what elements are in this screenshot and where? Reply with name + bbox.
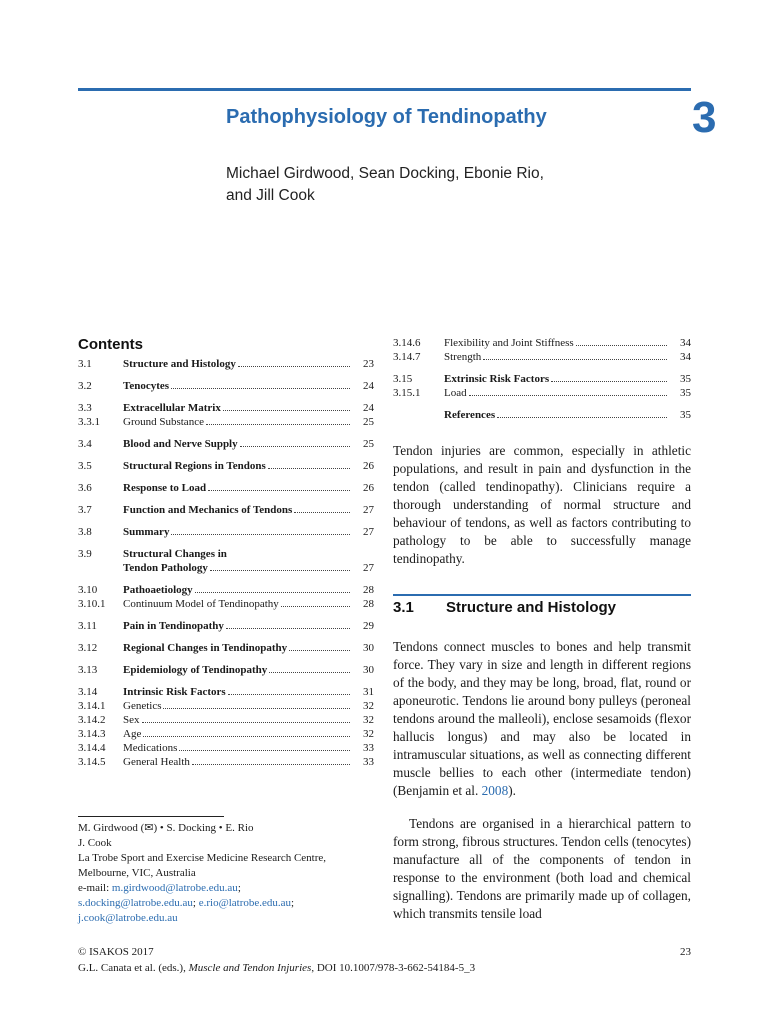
toc-leader-dots bbox=[192, 764, 350, 765]
section-paragraph: Tendons are organised in a hierarchical pattern to form strong, fibrous structures. Tendon cells (tenocytes) manufacture all of the components of tendon in response to the environment (both load and chemical signalling). Tendons are primarily made up of collagen, which transmits tensile load bbox=[393, 816, 691, 921]
toc-entry[interactable] bbox=[78, 727, 374, 741]
toc-entry-page: 29 bbox=[363, 620, 374, 632]
toc-entry-page: 35 bbox=[680, 409, 691, 421]
toc-entry-label: Age bbox=[123, 728, 142, 740]
toc-entry[interactable] bbox=[393, 408, 691, 422]
section-title: Structure and Histology bbox=[446, 599, 617, 616]
affiliation-location: Melbourne, VIC, Australia bbox=[78, 867, 196, 879]
toc-entry-number: 3.13 bbox=[78, 664, 98, 676]
toc-entry-page: 28 bbox=[363, 584, 374, 596]
toc-entry[interactable] bbox=[78, 663, 374, 677]
toc-entry[interactable] bbox=[78, 437, 374, 451]
toc-entry-label: General Health bbox=[123, 756, 190, 768]
toc-entry-label: Medications bbox=[123, 742, 178, 754]
toc-leader-dots bbox=[171, 534, 350, 535]
toc-entry[interactable] bbox=[393, 372, 691, 386]
toc-entry-number: 3.2 bbox=[78, 380, 92, 392]
toc-leader-dots bbox=[551, 381, 667, 382]
affiliation-email-line: e-mail: m.girdwood@latrobe.edu.au; bbox=[78, 882, 241, 894]
citation-doi: , DOI 10.1007/978-3-662-54184-5_3 bbox=[311, 962, 476, 974]
toc-entry-page: 32 bbox=[363, 728, 374, 740]
email-link-cook[interactable]: j.cook@latrobe.edu.au bbox=[78, 912, 178, 924]
toc-entry-label: Intrinsic Risk Factors bbox=[123, 686, 226, 698]
toc-leader-dots bbox=[469, 395, 667, 396]
email-prefix: e-mail: bbox=[78, 882, 112, 894]
toc-entry-number: 3.14.1 bbox=[78, 700, 106, 712]
section-rule bbox=[393, 594, 691, 596]
toc-entry-label: Strength bbox=[444, 351, 482, 363]
toc-entry[interactable] bbox=[78, 459, 374, 473]
page-number: 23 bbox=[680, 946, 691, 958]
toc-entry-number: 3.14.6 bbox=[393, 337, 421, 349]
toc-entry-number: 3.1 bbox=[78, 358, 92, 370]
toc-entry-number: 3.3 bbox=[78, 402, 92, 414]
author-affiliation bbox=[78, 821, 378, 926]
toc-entry-page: 34 bbox=[680, 351, 691, 363]
toc-leader-dots bbox=[281, 606, 350, 607]
toc-leader-dots bbox=[269, 672, 350, 673]
table-of-contents-right bbox=[393, 336, 691, 422]
toc-entry-label: Structural Regions in Tendons bbox=[123, 460, 266, 472]
toc-leader-dots bbox=[163, 708, 350, 709]
toc-entry-page: 35 bbox=[680, 387, 691, 399]
toc-entry-label: Structure and Histology bbox=[123, 358, 236, 370]
toc-entry-number: 3.10 bbox=[78, 584, 98, 596]
toc-leader-dots bbox=[497, 417, 667, 418]
toc-entry-page: 33 bbox=[363, 756, 374, 768]
affiliation-email-line: s.docking@latrobe.edu.au; e.rio@latrobe.edu.au; bbox=[78, 897, 295, 909]
toc-entry-label-line bbox=[123, 561, 374, 575]
toc-entry-label: Function and Mechanics of Tendons bbox=[123, 504, 293, 516]
toc-entry-label: Extracellular Matrix bbox=[123, 402, 221, 414]
toc-leader-dots bbox=[208, 490, 350, 491]
toc-entry-label: Pathoaetiology bbox=[123, 584, 193, 596]
footnote-rule bbox=[78, 816, 224, 817]
section-number: 3.1 bbox=[393, 599, 414, 616]
citation-link[interactable]: 2008 bbox=[481, 783, 509, 798]
toc-leader-dots bbox=[206, 424, 350, 425]
toc-entry-number: 3.14.2 bbox=[78, 714, 106, 726]
toc-entry[interactable] bbox=[78, 755, 374, 769]
toc-entry[interactable] bbox=[78, 357, 374, 371]
toc-entry-number: 3.12 bbox=[78, 642, 98, 654]
toc-entry-label: Tenocytes bbox=[123, 380, 170, 392]
toc-leader-dots bbox=[576, 345, 667, 346]
toc-entry-page: 30 bbox=[363, 664, 374, 676]
toc-entry-label: Continuum Model of Tendinopathy bbox=[123, 598, 279, 610]
intro-paragraph: Tendon injuries are common, especially in athletic populations, and result in pain and dysfunction in the tendon (called tendinopathy). Clinicians require a thorough understanding of normal structure and behaviour of tendons, as well as factors contributing to pathology to be able to successfully manage tendinopathy. bbox=[393, 443, 691, 566]
toc-leader-dots bbox=[268, 468, 350, 469]
toc-entry-number: 3.14.7 bbox=[393, 351, 421, 363]
toc-entry-page: 34 bbox=[680, 337, 691, 349]
toc-entry-label: Pain in Tendinopathy bbox=[123, 620, 224, 632]
chapter-title: Pathophysiology of Tendinopathy bbox=[226, 106, 547, 128]
toc-entry[interactable] bbox=[78, 741, 374, 755]
affiliation-institution: La Trobe Sport and Exercise Medicine Research Centre, bbox=[78, 852, 327, 864]
toc-entry-label: Regional Changes in Tendinopathy bbox=[123, 642, 288, 654]
toc-entry-number: 3.11 bbox=[78, 620, 97, 632]
toc-entry-label: Ground Substance bbox=[123, 416, 204, 428]
paragraph-text: Tendons connect muscles to bones and help transmit force. They vary in size and length in different regions of the body, and they may be long, broad, flat, round or aponeurotic. Tendons lie around bony pulleys (peroneal tendons around the malleoli), enclose sesamoids (flexor hallucis longus) and may also be located in intramuscular situations, as well as connecting different muscle bellies to each other (intermediate tendon) (Benjamin et al. bbox=[393, 639, 691, 798]
paragraph-end: ). bbox=[508, 783, 516, 798]
citation-prefix: G.L. Canata et al. (eds.), bbox=[78, 962, 189, 974]
toc-entry-label: Sex bbox=[123, 714, 140, 726]
toc-entry[interactable] bbox=[78, 597, 374, 611]
toc-entry-label: Structural Changes in bbox=[123, 548, 227, 560]
chapter-authors bbox=[226, 163, 606, 207]
toc-leader-dots bbox=[179, 750, 350, 751]
toc-entry-number: 3.15.1 bbox=[393, 387, 421, 399]
toc-entry-page: 27 bbox=[363, 504, 374, 516]
toc-entry[interactable] bbox=[78, 619, 374, 633]
affiliation-author: J. Cook bbox=[78, 837, 112, 849]
toc-entry-label: Summary bbox=[123, 526, 170, 538]
toc-entry-page: 35 bbox=[680, 373, 691, 385]
toc-entry-number: 3.14 bbox=[78, 686, 98, 698]
toc-entry[interactable] bbox=[393, 336, 691, 350]
toc-leader-dots bbox=[210, 570, 350, 571]
toc-entry-number: 3.5 bbox=[78, 460, 92, 472]
book-citation bbox=[78, 962, 475, 974]
copyright: © ISAKOS 2017 bbox=[78, 946, 154, 958]
email-link-girdwood[interactable]: m.girdwood@latrobe.edu.au bbox=[111, 882, 238, 894]
toc-leader-dots bbox=[294, 512, 350, 513]
toc-entry[interactable] bbox=[78, 699, 374, 713]
toc-entry-page: 27 bbox=[363, 562, 374, 574]
toc-entry[interactable] bbox=[78, 379, 374, 393]
table-of-contents-left bbox=[78, 357, 374, 769]
toc-entry-page: 26 bbox=[363, 482, 374, 494]
toc-entry-number: 3.10.1 bbox=[78, 598, 106, 610]
toc-entry-label-block bbox=[123, 547, 374, 575]
section-paragraph bbox=[393, 638, 691, 800]
toc-entry-page: 28 bbox=[363, 598, 374, 610]
toc-entry-number: 3.14.3 bbox=[78, 728, 106, 740]
toc-entry[interactable] bbox=[78, 503, 374, 517]
toc-entry-number: 3.9 bbox=[78, 548, 92, 560]
authors-line: Michael Girdwood, Sean Docking, Ebonie Rio, bbox=[226, 165, 544, 182]
toc-entry-label: Flexibility and Joint Stiffness bbox=[444, 337, 574, 349]
toc-entry[interactable] bbox=[393, 350, 691, 364]
authors-line: and Jill Cook bbox=[226, 187, 315, 204]
toc-leader-dots bbox=[195, 592, 350, 593]
contents-heading: Contents bbox=[78, 336, 143, 353]
toc-entry-page: 25 bbox=[363, 438, 374, 450]
toc-entry-page: 30 bbox=[363, 642, 374, 654]
toc-entry-page: 23 bbox=[363, 358, 374, 370]
toc-entry[interactable] bbox=[78, 641, 374, 655]
toc-entry-label: Tendon Pathology bbox=[123, 562, 208, 574]
toc-entry-page: 25 bbox=[363, 416, 374, 428]
toc-entry-number: 3.6 bbox=[78, 482, 92, 494]
toc-entry-number: 3.7 bbox=[78, 504, 92, 516]
citation-book-title: Muscle and Tendon Injuries bbox=[188, 962, 312, 974]
toc-entry-label: Blood and Nerve Supply bbox=[123, 438, 238, 450]
toc-entry-number: 3.14.5 bbox=[78, 756, 106, 768]
toc-entry[interactable] bbox=[78, 415, 374, 429]
toc-entry[interactable] bbox=[78, 547, 374, 575]
toc-leader-dots bbox=[483, 359, 667, 360]
toc-entry-page: 26 bbox=[363, 460, 374, 472]
email-link-docking[interactable]: s.docking@latrobe.edu.au bbox=[78, 897, 193, 909]
section-heading bbox=[393, 599, 616, 616]
toc-entry-label: Genetics bbox=[123, 700, 162, 712]
toc-entry-label: Load bbox=[444, 387, 467, 399]
toc-entry-page: 31 bbox=[363, 686, 374, 698]
toc-entry[interactable] bbox=[78, 481, 374, 495]
affiliation-email-line bbox=[78, 911, 378, 926]
toc-entry-number: 3.3.1 bbox=[78, 416, 100, 428]
toc-entry-label: Extrinsic Risk Factors bbox=[444, 373, 550, 385]
toc-entry-page: 27 bbox=[363, 526, 374, 538]
toc-leader-dots bbox=[223, 410, 350, 411]
toc-entry-label: Response to Load bbox=[123, 482, 207, 494]
toc-entry-number: 3.15 bbox=[393, 373, 413, 385]
chapter-top-rule bbox=[78, 88, 691, 91]
toc-entry[interactable] bbox=[78, 525, 374, 539]
toc-entry[interactable] bbox=[78, 583, 374, 597]
toc-leader-dots bbox=[228, 694, 350, 695]
toc-entry-page: 32 bbox=[363, 700, 374, 712]
toc-entry-label: Epidemiology of Tendinopathy bbox=[123, 664, 268, 676]
toc-entry-page: 24 bbox=[363, 402, 374, 414]
toc-entry-page: 33 bbox=[363, 742, 374, 754]
toc-leader-dots bbox=[171, 388, 350, 389]
toc-entry[interactable] bbox=[78, 713, 374, 727]
email-link-rio[interactable]: e.rio@latrobe.edu.au bbox=[198, 897, 292, 909]
toc-entry-page: 32 bbox=[363, 714, 374, 726]
toc-leader-dots bbox=[143, 736, 350, 737]
affiliation-authors: M. Girdwood (✉) • S. Docking • E. Rio bbox=[78, 822, 254, 834]
toc-leader-dots bbox=[142, 722, 351, 723]
toc-leader-dots bbox=[226, 628, 350, 629]
toc-leader-dots bbox=[240, 446, 350, 447]
toc-leader-dots bbox=[238, 366, 350, 367]
toc-entry-page: 24 bbox=[363, 380, 374, 392]
toc-leader-dots bbox=[289, 650, 350, 651]
toc-entry-number: 3.8 bbox=[78, 526, 92, 538]
toc-entry[interactable] bbox=[393, 386, 691, 400]
toc-entry-number: 3.4 bbox=[78, 438, 92, 450]
toc-entry[interactable] bbox=[78, 401, 374, 415]
toc-entry-number: 3.14.4 bbox=[78, 742, 106, 754]
chapter-number: 3 bbox=[692, 93, 717, 142]
toc-entry[interactable] bbox=[78, 685, 374, 699]
toc-entry-label: References bbox=[444, 409, 496, 421]
